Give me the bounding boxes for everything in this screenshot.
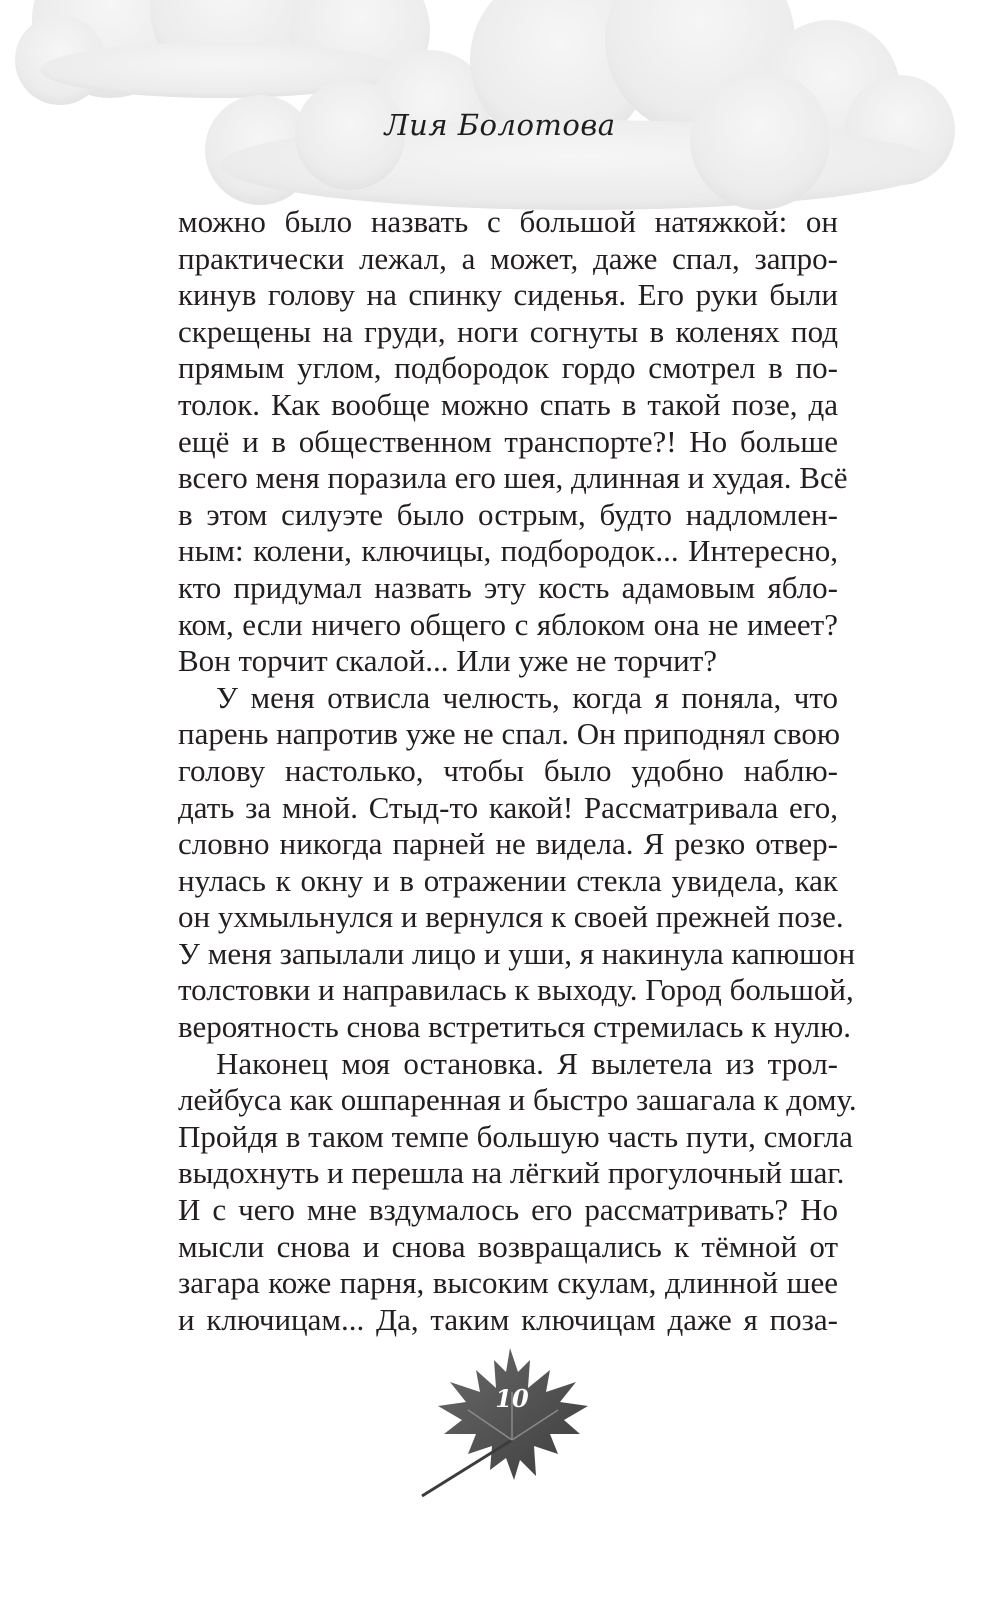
- text-line: дать за мной. Стыд-то какой! Рассматривала его,: [178, 789, 838, 825]
- text-line: мысли снова и снова возвращались к тёмной от: [178, 1228, 838, 1264]
- text-line: нулась к окну и в отражении стекла увидела, как: [178, 862, 838, 898]
- text-line: практически лежал, а может, даже спал, запро-: [178, 240, 838, 276]
- page-body-text: [178, 204, 857, 1338]
- text-line: парень напротив уже не спал. Он приподнял свою: [178, 716, 841, 752]
- text-line: И с чего мне вздумалось его рассматривать? Но: [178, 1192, 838, 1228]
- page-number: 10: [495, 1384, 529, 1413]
- page-footer: [418, 1330, 598, 1520]
- text-line: толстовки и направилась к выходу. Город большой,: [178, 972, 854, 1008]
- text-line: словно никогда парней не видела. Я резко отвер-: [178, 826, 838, 862]
- text-line: кто придумал назвать эту кость адамовым ябло-: [178, 569, 838, 605]
- text-line: ным: колени, ключицы, подбородок... Интересно,: [178, 533, 838, 569]
- text-line: кинув голову на спинку сиденья. Его руки были: [178, 277, 838, 313]
- text-line: ещё и в общественном транспорте?! Но больше: [178, 423, 838, 459]
- text-line: в этом силуэте было острым, будто надломлен-: [178, 496, 838, 532]
- text-line: и ключицам... Да, таким ключицам даже я поза-: [178, 1301, 838, 1337]
- text-line: Вон торчит скалой... Или уже не торчит?: [178, 643, 718, 679]
- text-line: выдохнуть и перешла на лёгкий прогулочный шаг.: [178, 1155, 845, 1191]
- text-line: можно было назвать с большой натяжкой: он: [178, 204, 838, 239]
- text-line: лейбуса как ошпаренная и быстро зашагала к дому.: [178, 1082, 857, 1118]
- maple-leaf-icon: [418, 1330, 598, 1520]
- text-line: голову настолько, чтобы было удобно наблю-: [178, 752, 838, 788]
- text-line: вероятность снова встретиться стремилась к нулю.: [178, 1009, 852, 1045]
- text-line: скрещены на груди, ноги согнуты в коленях под: [178, 313, 838, 349]
- text-line: прямым углом, подбородок гордо смотрел в по-: [178, 350, 838, 386]
- text-line: всего меня поразила его шея, длинная и худая. Всё: [178, 460, 848, 496]
- running-header-author: Лия Болотова: [384, 108, 616, 142]
- text-line: Наконец моя остановка. Я вылетела из трол-: [216, 1045, 838, 1081]
- text-line: ком, если ничего общего с яблоком она не имеет?: [178, 606, 838, 642]
- text-line: Пройдя в таком темпе большую часть пути, смогла: [178, 1118, 853, 1154]
- text-line: У меня отвисла челюсть, когда я поняла, что: [216, 679, 838, 715]
- text-line: толок. Как вообще можно спать в такой позе, да: [178, 386, 838, 422]
- text-line: загара коже парня, высоким скулам, длинной шее: [178, 1265, 838, 1301]
- text-line: он ухмыльнулся и вернулся к своей прежней позе.: [178, 899, 844, 935]
- text-line: У меня запылали лицо и уши, я накинула капюшон: [178, 935, 856, 971]
